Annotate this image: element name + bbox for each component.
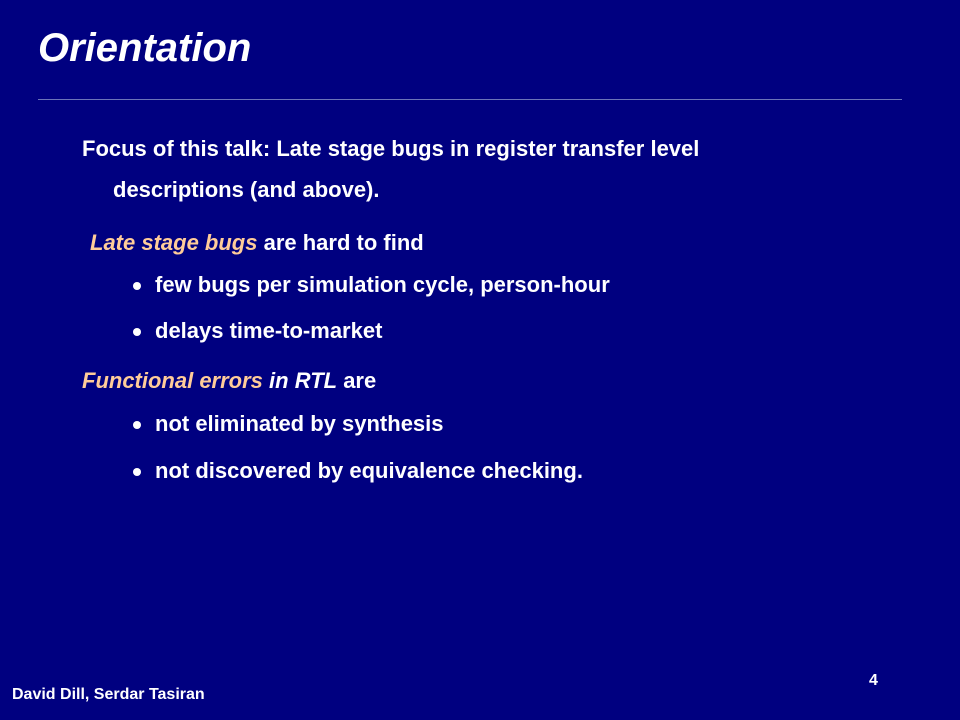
functional-accent: Functional errors [82, 368, 263, 393]
focus-line-1: Focus of this talk: Late stage bugs in register transfer level [82, 136, 700, 161]
footer-authors: David Dill, Serdar Tasiran [12, 686, 205, 703]
bullet-text: few bugs per simulation cycle, person-hour [155, 272, 610, 297]
late-stage-bullet-1 [155, 270, 610, 300]
functional-heading [82, 363, 376, 398]
bullet-dot-icon [133, 468, 141, 476]
functional-mid: in [262, 368, 295, 393]
bullet-dot-icon [133, 282, 141, 290]
late-stage-accent: Late stage bugs [90, 230, 258, 255]
bullet-text: delays time-to-market [155, 318, 383, 343]
slide-title: Orientation [38, 26, 252, 70]
bullet-text: not discovered by equivalence checking. [155, 458, 583, 483]
page-number: 4 [869, 672, 878, 689]
bullet-text: not eliminated by synthesis [155, 411, 444, 436]
functional-bullet-2 [155, 456, 583, 486]
functional-bullet-1 [155, 409, 444, 439]
late-stage-heading [90, 225, 424, 260]
functional-rtl: RTL [294, 368, 338, 393]
late-stage-rest: are hard to find [257, 230, 424, 255]
title-divider [38, 99, 902, 100]
bullet-dot-icon [133, 421, 141, 429]
late-stage-bullet-2 [155, 316, 382, 346]
focus-line-2: descriptions (and above). [113, 177, 380, 202]
bullet-dot-icon [133, 328, 141, 336]
functional-rest: are [337, 368, 377, 393]
